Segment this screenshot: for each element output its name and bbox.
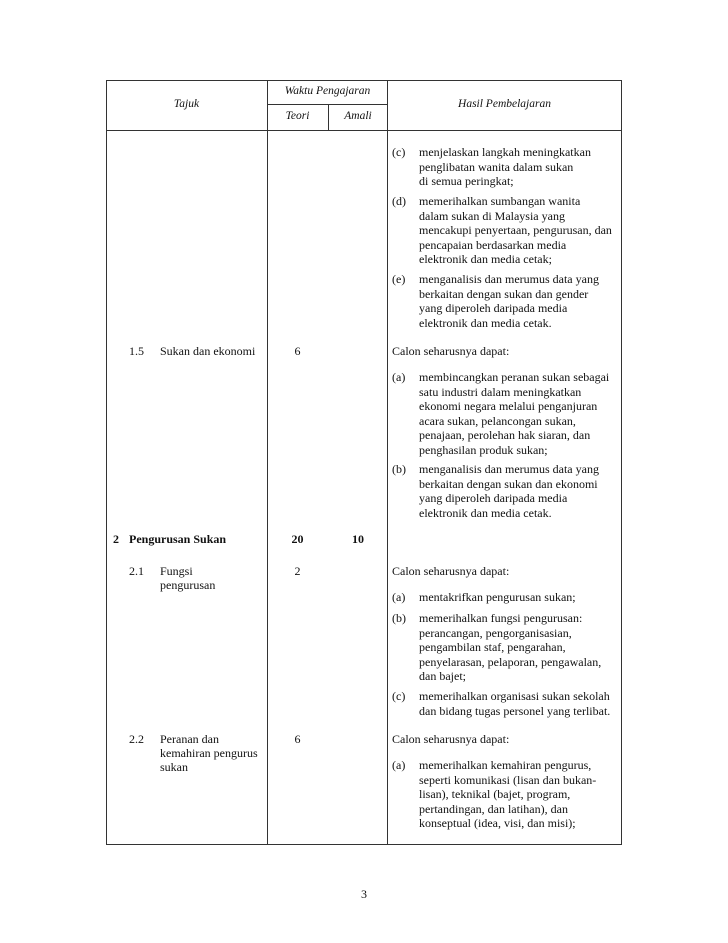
outcome-line: penajaan, perolehan hak siaran, dan (419, 428, 591, 443)
outcome-label: (b) (392, 611, 406, 625)
header-learning-outcomes: Hasil Pembelajaran (458, 98, 551, 110)
header-bottom-rule (106, 130, 622, 131)
outcome-line: dalam sukan di Malaysia yang (419, 208, 565, 223)
outcome-label: (a) (392, 370, 406, 384)
outcome-line: dan bajet; (419, 669, 466, 684)
outcome-line: lisan), teknikal (bajet, program, (419, 787, 571, 802)
topic-number-2-1: 2.1 (129, 564, 144, 578)
topic-title-2-2-line-3: sukan (160, 760, 188, 774)
outcome-line: yang diperoleh daripada media (419, 301, 568, 316)
outcome-line: memerihalkan organisasi sukan sekolah (419, 689, 610, 703)
outcome-line: mencakupi penyertaan, pengurusan, dan (419, 223, 612, 238)
outcome-line: ekonomi negara melalui penganjuran (419, 399, 598, 414)
col-divider-time (387, 80, 388, 845)
intro-1-5: Calon seharusnya dapat: (392, 344, 510, 358)
topic-title-2-2-line-2: kemahiran pengurus (160, 746, 258, 760)
theory-hours-2-1: 2 (294, 564, 301, 578)
outcome-line: pertandingan, dan latihan), dan (419, 801, 568, 816)
topic-title-2-2-line-1: Peranan dan (160, 732, 219, 746)
outcome-label: (e) (392, 272, 406, 286)
intro-2-2: Calon seharusnya dapat: (392, 732, 510, 746)
col-divider-topic (267, 80, 268, 845)
header-subrule (267, 104, 388, 105)
topic-title-2-1-line-2: pengurusan (160, 578, 216, 592)
topic-title-2-1-line-1: Fungsi (160, 564, 193, 578)
outcome-line: pencapaian berdasarkan media (419, 237, 567, 252)
section-number-2: 2 (113, 532, 119, 546)
outcome-line: elektronik dan media cetak. (419, 315, 552, 330)
theory-hours-2-2: 6 (294, 732, 301, 746)
outcome-line: satu industri dalam meningkatkan (419, 384, 582, 399)
outcome-line: penghasilan produk sukan; (419, 442, 548, 457)
outcome-line: penyelarasan, pelaporan, pengawalan, (419, 654, 602, 669)
outcome-line: konseptual (idea, visi, dan misi); (419, 816, 576, 831)
outcome-line: menjelaskan langkah meningkatkan (419, 145, 591, 159)
outcome-line: menganalisis dan merumus data yang (419, 272, 599, 286)
outcome-line: memerihalkan sumbangan wanita (419, 194, 581, 208)
outcome-line: perancangan, pengorganisasian, (419, 625, 572, 640)
intro-2-1: Calon seharusnya dapat: (392, 564, 510, 578)
topic-number-2-2: 2.2 (129, 732, 144, 746)
outcome-line: dan bidang tugas personel yang terlibat. (419, 703, 611, 718)
outcome-label: (c) (392, 145, 406, 159)
outcome-line: berkaitan dengan sukan dan ekonomi (419, 476, 598, 491)
topic-number-1-5: 1.5 (129, 344, 144, 358)
outcome-line: menganalisis dan merumus data yang (419, 462, 599, 476)
outcome-line: memerihalkan fungsi pengurusan: (419, 611, 583, 625)
header-practical: Amali (344, 110, 372, 122)
outcome-label: (b) (392, 462, 406, 476)
theory-hours-1-5: 6 (294, 344, 301, 358)
header-teaching-time: Waktu Pengajaran (284, 85, 371, 97)
topic-title-1-5: Sukan dan ekonomi (160, 344, 256, 358)
outcome-label: (d) (392, 194, 406, 208)
outcome-line: membincangkan peranan sukan sebagai (419, 370, 610, 384)
section-title-2: Pengurusan Sukan (129, 532, 227, 546)
theory-hours-2: 20 (291, 532, 304, 546)
outcome-line: memerihalkan kemahiran pengurus, (419, 758, 592, 772)
outcome-line: di semua peringkat; (419, 174, 514, 189)
outcome-line: penglibatan wanita dalam sukan (419, 159, 574, 174)
header-topic: Tajuk (173, 98, 200, 110)
outcome-label: (c) (392, 689, 406, 703)
outcome-label: (a) (392, 590, 406, 604)
outcome-line: mentakrifkan pengurusan sukan; (419, 590, 576, 604)
outcome-line: seperti komunikasi (lisan dan bukan- (419, 772, 597, 787)
outcome-line: elektronik dan media cetak. (419, 505, 552, 520)
header-theory: Teori (285, 110, 310, 122)
outcome-line: berkaitan dengan sukan dan gender (419, 286, 589, 301)
outcome-line: yang diperoleh daripada media (419, 491, 568, 506)
page-number: 3 (361, 887, 367, 901)
practical-hours-2: 10 (352, 532, 364, 546)
outcome-line: elektronik dan media cetak; (419, 252, 552, 267)
outcome-label: (a) (392, 758, 406, 772)
outcome-line: acara sukan, pelancongan sukan, (419, 413, 576, 428)
outcome-line: pengambilan staf, pengarahan, (419, 640, 566, 655)
